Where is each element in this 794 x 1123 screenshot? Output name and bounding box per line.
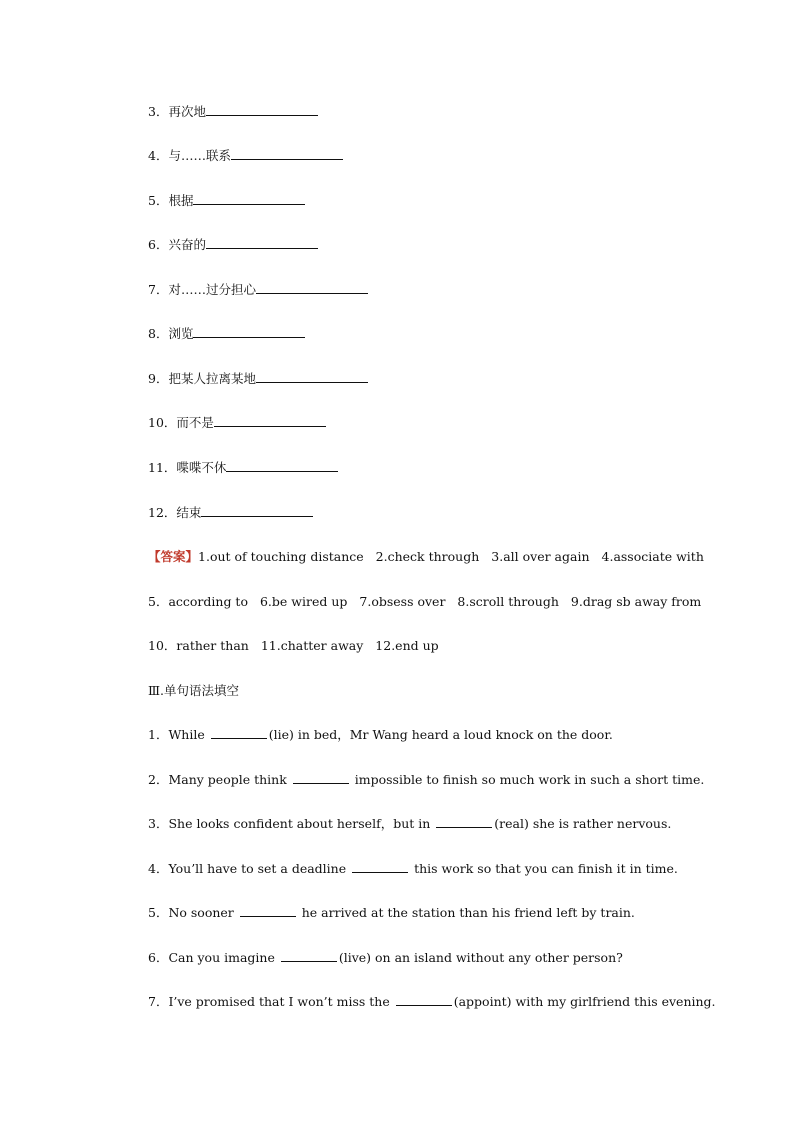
- answer-item: 10．rather than: [148, 638, 249, 653]
- item-number: 6．: [148, 237, 169, 252]
- sentence-start: She looks confident about herself，but in: [168, 816, 435, 831]
- item-number: 2．: [148, 772, 169, 787]
- answer-blank[interactable]: [193, 192, 305, 205]
- answer-blank[interactable]: [214, 414, 326, 427]
- grammar-item: [148, 860, 678, 878]
- item-number: 10．: [148, 415, 177, 430]
- answer-item: 5．according to: [148, 594, 248, 609]
- item-number: 3．: [148, 816, 169, 831]
- answer-item: 2.check through: [375, 549, 480, 564]
- item-number: 7．: [148, 282, 169, 297]
- sentence-end: this work so that you can finish it in time.: [410, 861, 678, 876]
- vocab-item: [148, 504, 313, 522]
- answer-item: 7.obsess over: [359, 594, 446, 609]
- answer-item: 6.be wired up: [259, 594, 348, 609]
- item-number: 5．: [148, 905, 169, 920]
- vocab-item: [148, 103, 318, 121]
- sentence-end: he arrived at the station than his friend left by train.: [297, 905, 635, 920]
- grammar-item: [148, 949, 623, 967]
- item-prompt: 兴奋的: [168, 237, 206, 252]
- sentence-end: impossible to finish so much work in such a short time.: [350, 772, 705, 787]
- item-prompt: 根据: [168, 193, 194, 208]
- vocab-item: [148, 192, 305, 210]
- answer-item: 8.scroll through: [457, 594, 559, 609]
- answer-item: 11.chatter away: [260, 638, 364, 653]
- answer-blank[interactable]: [436, 815, 492, 828]
- vocab-item: [148, 147, 343, 165]
- answer-blank[interactable]: [231, 147, 343, 160]
- sentence-end: (real) she is rather nervous.: [494, 816, 672, 831]
- answer-item: 1.out of touching distance: [198, 549, 364, 564]
- section-title: Ⅲ.单句语法填空: [148, 683, 240, 698]
- grammar-item: [148, 771, 704, 789]
- sentence-end: (lie) in bed，Mr Wang heard a loud knock on the door.: [268, 727, 613, 742]
- answer-blank[interactable]: [201, 504, 313, 517]
- answer-line: [148, 637, 451, 655]
- sentence-start: Can you imagine: [168, 950, 279, 965]
- item-number: 9．: [148, 371, 169, 386]
- grammar-item: [148, 993, 716, 1011]
- item-prompt: 结束: [176, 505, 202, 520]
- grammar-item: [148, 904, 635, 922]
- answer-blank[interactable]: [281, 949, 337, 962]
- vocab-item: [148, 325, 305, 343]
- answer-item: 3.all over again: [491, 549, 590, 564]
- sentence-start: While: [168, 727, 209, 742]
- item-prompt: 再次地: [168, 104, 206, 119]
- item-prompt: 把某人拉离某地: [168, 371, 256, 386]
- item-number: 3．: [148, 104, 169, 119]
- answer-blank[interactable]: [352, 860, 408, 873]
- answer-blank[interactable]: [226, 459, 338, 472]
- answer-blank[interactable]: [256, 281, 368, 294]
- sentence-start: No sooner: [168, 905, 238, 920]
- sentence-start: Many people think: [168, 772, 291, 787]
- sentence-start: You’ll have to set a deadline: [168, 861, 351, 876]
- item-prompt: 浏览: [168, 326, 194, 341]
- vocab-item: [148, 414, 326, 432]
- vocab-item: [148, 281, 368, 299]
- vocab-item: [148, 236, 318, 254]
- answer-blank[interactable]: [256, 370, 368, 383]
- item-number: 12．: [148, 505, 177, 520]
- item-prompt: 喋喋不休: [176, 460, 227, 475]
- answer-blank[interactable]: [293, 771, 349, 784]
- sentence-start: I’ve promised that I won’t miss the: [168, 994, 394, 1009]
- answer-item: 12.end up: [375, 638, 439, 653]
- item-number: 4．: [148, 861, 169, 876]
- item-number: 6．: [148, 950, 169, 965]
- answer-line: [148, 593, 713, 611]
- answer-line: [148, 548, 716, 566]
- item-number: 5．: [148, 193, 169, 208]
- answer-blank[interactable]: [193, 325, 305, 338]
- answer-item: 9.drag sb away from: [570, 594, 702, 609]
- answer-blank[interactable]: [211, 726, 267, 739]
- item-prompt: 而不是: [176, 415, 214, 430]
- item-number: 4．: [148, 148, 169, 163]
- item-number: 11．: [148, 460, 177, 475]
- answer-blank[interactable]: [396, 993, 452, 1006]
- grammar-item: [148, 815, 671, 833]
- sentence-end: (live) on an island without any other person?: [338, 950, 623, 965]
- answer-item: 4.associate with: [601, 549, 704, 564]
- vocab-item: [148, 370, 368, 388]
- answer-blank[interactable]: [206, 103, 318, 116]
- item-number: 1．: [148, 727, 169, 742]
- answer-blank[interactable]: [206, 236, 318, 249]
- item-number: 8．: [148, 326, 169, 341]
- answer-blank[interactable]: [240, 904, 296, 917]
- item-number: 7．: [148, 994, 169, 1009]
- vocab-item: [148, 459, 338, 477]
- grammar-item: [148, 726, 613, 744]
- item-prompt: 与……联系: [168, 148, 231, 163]
- sentence-end: (appoint) with my girlfriend this evening.: [453, 994, 716, 1009]
- answer-label: 【答案】: [148, 549, 199, 564]
- item-prompt: 对……过分担心: [168, 282, 256, 297]
